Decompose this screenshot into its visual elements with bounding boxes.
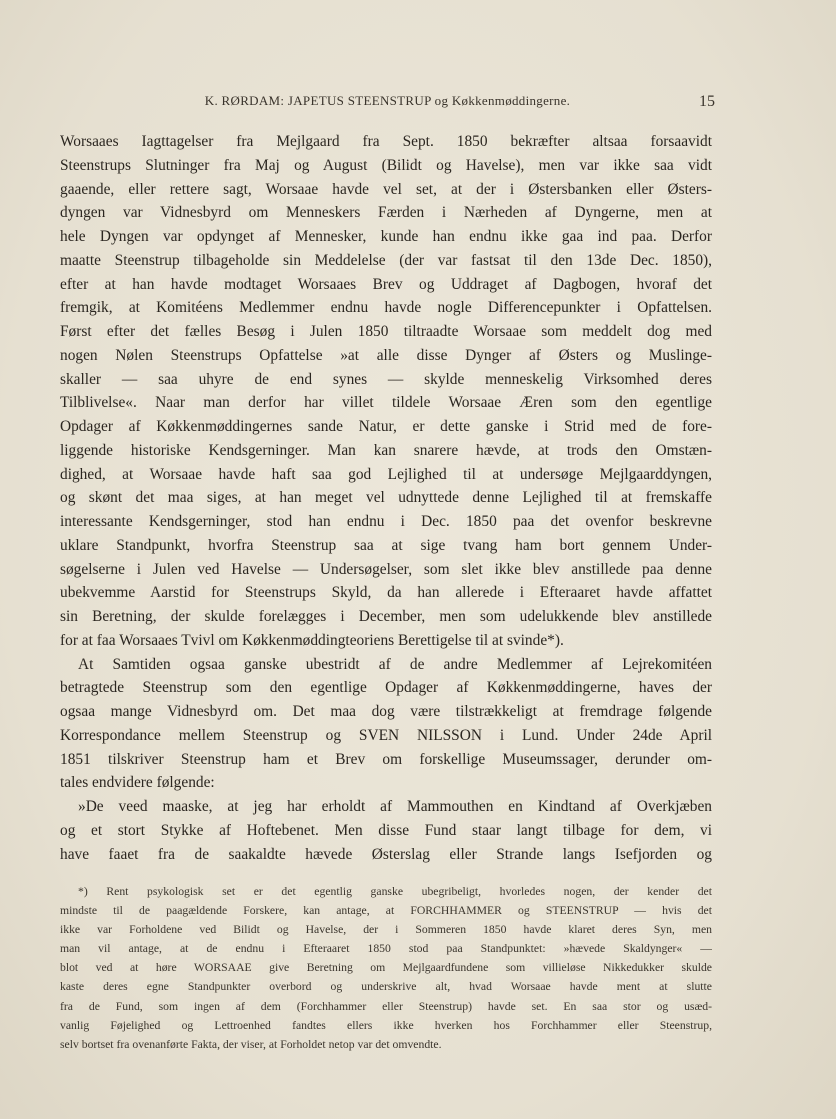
body-line: Opdager af Køkkenmøddingernes sande Natur, er dette ganske i Strid med de fore- bbox=[60, 418, 712, 435]
footnote-line: kaste deres egne Standpunkter overbord og underskrive alt, hvad Worsaae havde ment at slutte bbox=[60, 980, 712, 994]
body-line: ogsaa mange Vidnesbyrd om. Det maa dog være tilstrækkeligt at fremdrage følgende bbox=[60, 703, 712, 720]
footnote-line: man vil antage, at de endnu i Efteraaret 1850 stod paa Standpunktet: »hævede Skaldynger« — bbox=[60, 942, 712, 956]
footnote-line: vanlig Føjelighed og Lettroenhed fandtes ellers ikke hverken hos Forchhammer eller Steenstrup, bbox=[60, 1018, 712, 1032]
body-line: maatte Steenstrup tilbageholde sin Meddelelse (der var fastsat til den 13de Dec. 1850), bbox=[60, 251, 712, 269]
body-line: og skønt det maa siges, at han meget vel udnyttede denne Lejlighed til at fremskaffe bbox=[60, 489, 712, 507]
page-header bbox=[60, 93, 715, 113]
body-line: interessante Kendsgerninger, stod han endnu i Dec. 1850 paa det ovenfor beskrevne bbox=[60, 513, 712, 530]
body-line: Tilblivelse«. Naar man derfor har villet tildele Worsaae Æren som den egentlige bbox=[60, 394, 712, 412]
footnote-line: selv bortset fra ovenanførte Fakta, der viser, at Forholdet netop var det omvendte. bbox=[60, 1037, 442, 1051]
body-line: Først efter det fælles Besøg i Julen 1850 tiltraadte Worsaae som meddelt dog med bbox=[60, 323, 712, 340]
body-line: tales endvidere følgende: bbox=[60, 774, 215, 792]
body-line: At Samtiden ogsaa ganske ubestridt af de andre Medlemmer af Lejrekomitéen bbox=[78, 655, 712, 673]
footnote-line: ikke var Forholdene ved Bilidt og Havelse, der i Sommeren 1850 havde klaret deres Syn, men bbox=[60, 923, 712, 937]
body-line: uklare Standpunkt, hvorfra Steenstrup saa at sige tvang ham bort gennem Under- bbox=[60, 536, 712, 554]
body-line: skaller — saa uhyre de end synes — skylde menneskelig Virksomhed deres bbox=[60, 370, 712, 388]
footnote bbox=[60, 882, 712, 1054]
body-line: 1851 tilskriver Steenstrup ham et Brev om forskellige Museumssager, derunder om- bbox=[60, 750, 712, 768]
body-line: søgelserne i Julen ved Havelse — Undersøgelser, som slet ikke blev anstillede paa denne bbox=[60, 560, 712, 578]
body-line: betragtede Steenstrup som den egentlige Opdager af Køkkenmøddingerne, haves der bbox=[60, 679, 712, 697]
body-line: hele Dyngen var opdynget af Mennesker, kunde han endnu ikke gaa ind paa. Derfor bbox=[60, 228, 712, 245]
body-line: Steenstrups Slutninger fra Maj og August (Bilidt og Havelse), men var ikke saa vidt bbox=[60, 156, 712, 174]
body-text bbox=[60, 130, 712, 866]
footnote-line: *) Rent psykologisk set er det egentlig ganske ubegribeligt, hvorledes nogen, der kender det bbox=[78, 885, 712, 898]
body-line: Worsaaes Iagttagelser fra Mejlgaard fra Sept. 1850 bekræfter altsaa forsaavidt bbox=[60, 133, 712, 150]
body-line: efter at han havde modtaget Worsaaes Brev og Uddraget af Dagbogen, hvoraf det bbox=[60, 275, 712, 293]
body-line: for at faa Worsaaes Tvivl om Køkkenmøddingteoriens Berettigelse til at svinde*). bbox=[60, 631, 564, 649]
body-line: ubekvemme Aarstid for Steenstrups Skyld, da han allerede i Efteraaret havde affattet bbox=[60, 584, 712, 602]
footnote-line: blot ved at høre WORSAAE give Beretning om Mejlgaardfundene som villieløse Nikkedukker skulde bbox=[60, 961, 712, 975]
body-line: »De veed maaske, at jeg har erholdt af Mammouthen en Kindtand af Overkjæben bbox=[78, 798, 712, 815]
body-line: gaaende, eller rettere sagt, Worsaae havde vel set, at der i Østersbanken eller Østers- bbox=[60, 180, 712, 198]
running-head: K. RØRDAM: JAPETUS STEENSTRUP og Køkkenmøddingerne. bbox=[204, 93, 571, 108]
body-line: dyngen var Vidnesbyrd om Menneskers Færden i Nærheden af Dyngerne, men at bbox=[60, 204, 712, 222]
body-line: have faaet fra de saakaldte hævede Østerslag eller Strande langs Isefjorden og bbox=[60, 845, 712, 863]
body-line: nogen Nølen Steenstrups Opfattelse »at alle disse Dynger af Østers og Muslinge- bbox=[60, 346, 712, 364]
body-line: Korrespondance mellem Steenstrup og SVEN NILSSON i Lund. Under 24de April bbox=[60, 726, 712, 744]
body-line: dighed, at Worsaae havde haft saa god Lejlighed til at undersøge Mejlgaarddyngen, bbox=[60, 465, 712, 483]
body-line: sin Beretning, der skulde forelægges i December, men som udelukkende blev anstillede bbox=[60, 608, 712, 625]
footnote-line: mindste til de paagældende Forskere, kan antage, at FORCHHAMMER og STEENSTRUP — hvis det bbox=[60, 904, 712, 918]
page-number: 15 bbox=[699, 93, 715, 110]
body-line: og et stort Stykke af Hoftebenet. Men disse Fund staar langt tilbage for dem, vi bbox=[60, 821, 712, 839]
footnote-line: fra de Fund, som ingen af dem (Forchhammer eller Steenstrup) havde set. En saa stor og usæd- bbox=[60, 999, 712, 1013]
body-line: fremgik, at Komitéens Medlemmer endnu havde nogle Differencepunkter i Opfattelsen. bbox=[60, 299, 712, 317]
body-line: liggende historiske Kendsgerninger. Man kan snarere hævde, at trods den Omstæn- bbox=[60, 441, 712, 459]
